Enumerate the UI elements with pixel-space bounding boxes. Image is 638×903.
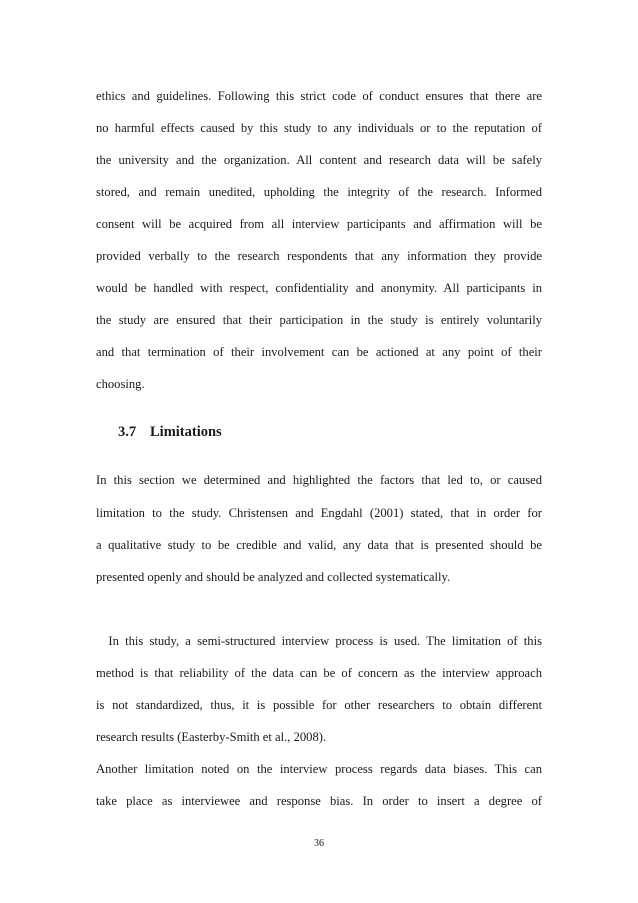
text-line: In this section we determined and highlighted the factors that led to, or caused — [96, 473, 542, 487]
text-line: research results (Easterby-Smith et al., 2008). — [96, 730, 327, 744]
text-line: stored, and remain unedited, upholding the integrity of the research. Informed — [96, 185, 542, 199]
section-heading — [118, 423, 222, 441]
text-line: the study are ensured that their participation in the study is entirely voluntarily — [96, 313, 542, 327]
text-line: ethics and guidelines. Following this strict code of conduct ensures that there are — [96, 89, 542, 103]
text-line: presented openly and should be analyzed and collected systematically. — [96, 570, 451, 584]
text-line: and that termination of their involvement can be actioned at any point of their — [96, 345, 542, 359]
section-number: 3.7 — [118, 424, 137, 440]
text-line: In this study, a semi-structured interview process is used. The limitation of this — [96, 634, 542, 648]
page-number: 36 — [314, 838, 324, 849]
text-line: would be handled with respect, confidentiality and anonymity. All participants in — [96, 281, 542, 295]
text-line: method is that reliability of the data can be of concern as the interview approach — [96, 666, 542, 680]
text-line: Another limitation noted on the interview process regards data biases. This can — [96, 762, 542, 776]
text-line: consent will be acquired from all interview participants and affirmation will be — [96, 217, 542, 231]
section-title: Limitations — [150, 424, 222, 440]
text-line: the university and the organization. All content and research data will be safely — [96, 153, 542, 167]
text-line: choosing. — [96, 377, 145, 391]
text-line: provided verbally to the research respondents that any information they provide — [96, 249, 542, 263]
text-line: take place as interviewee and response bias. In order to insert a degree of — [96, 794, 542, 808]
text-line: limitation to the study. Christensen and Engdahl (2001) stated, that in order for — [96, 506, 542, 520]
text-line: a qualitative study to be credible and valid, any data that is presented should be — [96, 538, 542, 552]
text-line: no harmful effects caused by this study to any individuals or to the reputation of — [96, 121, 542, 135]
text-line: is not standardized, thus, it is possible for other researchers to obtain different — [96, 698, 542, 712]
